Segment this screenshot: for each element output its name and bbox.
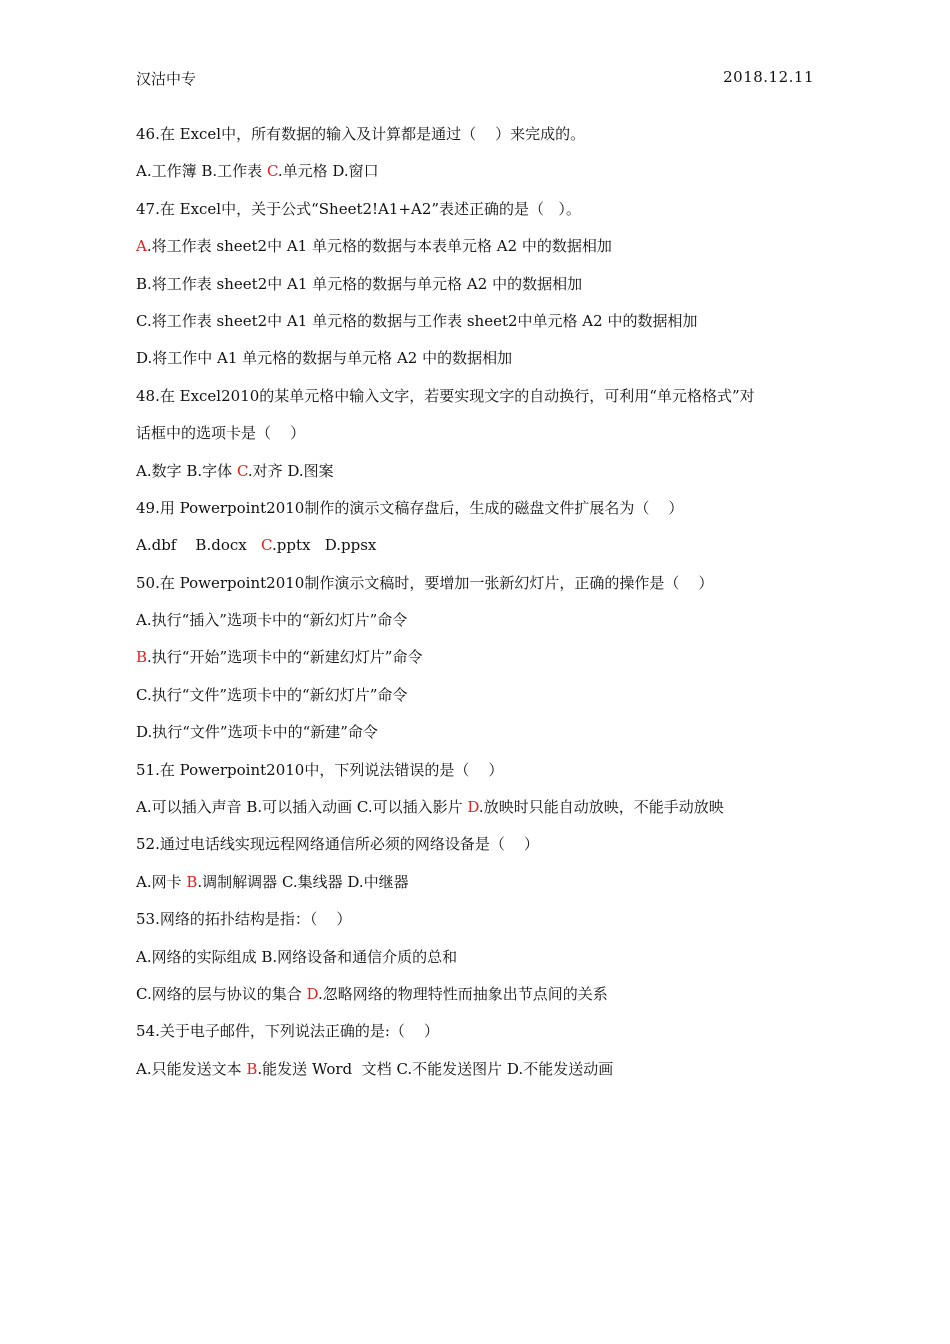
line-text: 51.在 Powerpoint2010中，下列说法错误的是（ ）	[136, 760, 504, 779]
question-line	[136, 756, 826, 793]
text-line	[136, 307, 826, 344]
question-line	[136, 905, 826, 942]
answer-marker: A	[136, 237, 147, 256]
line-text: C.执行“文件”选项卡中的“新幻灯片”命令	[136, 685, 408, 704]
line-text: B.将工作表 sheet2中 A1 单元格的数据与单元格 A2 中的数据相加	[136, 274, 583, 293]
line-text: 47.在 Excel中，关于公式“Sheet2!A1+A2”表述正确的是（ ）。	[136, 199, 581, 218]
line-text: .将工作表 sheet2中 A1 单元格的数据与本表单元格 A2 中的数据相加	[146, 237, 612, 256]
text-line	[136, 344, 826, 381]
line-text: 话框中的选项卡是（ ）	[136, 424, 306, 443]
text-line	[136, 943, 826, 980]
line-text: .pptx D.ppsx	[271, 536, 377, 555]
question-line	[136, 195, 826, 232]
question-line	[136, 120, 826, 157]
text-line	[136, 980, 826, 1017]
line-text: .单元格 D.窗口	[277, 162, 379, 181]
line-text: A.执行“插入”选项卡中的“新幻灯片”命令	[136, 611, 408, 630]
page-header	[136, 68, 814, 92]
text-line	[136, 457, 826, 494]
question-line	[136, 1017, 826, 1054]
text-line	[136, 232, 826, 269]
answer-marker: B	[246, 1059, 258, 1078]
line-text: 49.用 Powerpoint2010制作的演示文稿存盘后，生成的磁盘文件扩展名为（ ）	[136, 498, 684, 517]
line-text: A.只能发送文本	[136, 1059, 247, 1078]
line-text: A.网络的实际组成 B.网络设备和通信介质的总和	[136, 947, 458, 966]
answer-marker: C	[236, 461, 248, 480]
text-line	[136, 531, 826, 568]
line-text: 48.在 Excel2010的某单元格中输入文字，若要实现文字的自动换行，可利用“单元格格式”对	[136, 386, 755, 405]
text-line	[136, 793, 826, 830]
question-line	[136, 382, 826, 419]
line-text: 50.在 Powerpoint2010制作演示文稿时，要增加一张新幻灯片，正确的操作是（ ）	[136, 573, 714, 592]
school-name: 汉沽中专	[136, 70, 197, 88]
text-line	[136, 157, 826, 194]
line-text: .对齐 D.图案	[247, 461, 334, 480]
line-text: 46.在 Excel中，所有数据的输入及计算都是通过（ ）来完成的。	[136, 125, 586, 143]
text-line	[136, 606, 826, 643]
question-line	[136, 830, 826, 867]
line-text: A.可以插入声音 B.可以插入动画 C.可以插入影片	[136, 798, 468, 817]
line-text: .调制解调器 C.集线器 D.中继器	[197, 872, 409, 891]
text-line	[136, 718, 826, 755]
line-text: C.网络的层与协议的集合	[136, 984, 307, 1003]
line-text: A.dbf B.docx	[136, 536, 262, 555]
text-line	[136, 643, 826, 680]
answer-marker: D	[467, 798, 479, 817]
header-date: 2018.12.11	[723, 68, 814, 86]
line-text: A.工作簿 B.工作表	[136, 162, 267, 181]
line-text: 54.关于电子邮件，下列说法正确的是:（ ）	[136, 1022, 439, 1041]
question-line	[136, 494, 826, 531]
line-text: .放映时只能自动放映，不能手动放映	[478, 798, 724, 817]
answer-marker: C	[261, 536, 272, 555]
line-text: 52.通过电话线实现远程网络通信所必须的网络设备是（ ）	[136, 835, 539, 854]
line-text: 53.网络的拓扑结构是指：（ ）	[136, 910, 352, 929]
answer-marker: D	[306, 984, 318, 1003]
answer-marker: B	[136, 648, 148, 667]
question-line	[136, 569, 826, 606]
line-text: C.将工作表 sheet2中 A1 单元格的数据与工作表 sheet2中单元格 A2 中的数据相加	[136, 311, 698, 330]
line-text: D.执行“文件”选项卡中的“新建”命令	[136, 723, 378, 742]
answer-marker: C	[266, 162, 278, 181]
text-line	[136, 419, 826, 456]
text-line	[136, 868, 826, 905]
line-text: A.网卡	[136, 872, 187, 891]
line-text: A.数字 B.字体	[136, 461, 237, 480]
text-line	[136, 1055, 826, 1092]
answer-marker: B	[186, 872, 198, 891]
line-text: .执行“开始”选项卡中的“新建幻灯片”命令	[147, 648, 423, 667]
question-list	[136, 120, 826, 1092]
line-text: D.将工作中 A1 单元格的数据与单元格 A2 中的数据相加	[136, 349, 513, 368]
text-line	[136, 270, 826, 307]
text-line	[136, 681, 826, 718]
line-text: .能发送 Word 文档 C.不能发送图片 D.不能发送动画	[257, 1059, 614, 1078]
line-text: .忽略网络的物理特性而抽象出节点间的关系	[317, 984, 608, 1003]
